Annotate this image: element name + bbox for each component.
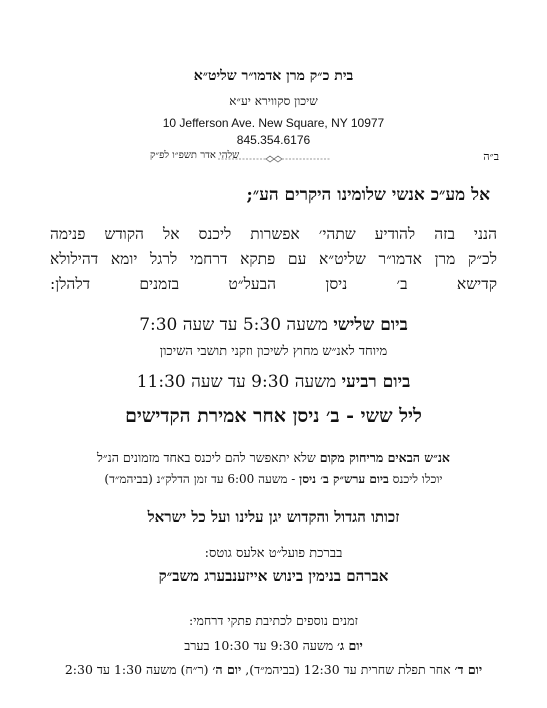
schedule-friday-night: ליל ששי - ב׳ ניסן אחר אמירת הקדישים <box>125 405 422 427</box>
day-label: יום ד׳ <box>454 662 483 677</box>
bh-mark: ב״ה <box>483 150 499 163</box>
intro-line: הנני בזה להודיע שתהי׳ אפשרות ליכנס אל הקודש פנימה <box>50 225 497 243</box>
tuesday-note: מיוחד לאנ״ש מחוץ לשיכון וזקני תושבי השיכון <box>159 344 388 359</box>
letterhead-address: 10 Jefferson Ave. New Square, NY 10977 <box>162 116 385 130</box>
note-erev-shabbos <box>0 472 547 487</box>
tuesday-times: משעה 5:30 עד שעה 7:30 <box>139 315 328 335</box>
schedule-tuesday <box>0 315 547 335</box>
blessing: זכותו הגדול והקדוש יגן עלינו ועל כל ישראל <box>147 508 400 526</box>
day-label: יום ג׳ <box>337 638 363 653</box>
letterhead-title: בית כ״ק מרן אדמו״ר שליט״א <box>193 68 354 84</box>
additional-time-wed-thu <box>0 662 547 678</box>
wednesday-times: משעה 9:30 עד שעה 11:30 <box>136 372 337 392</box>
note-text: יוכלו ליכנס <box>392 472 443 486</box>
additional-times-title: זמנים נוספים לכתיבת פתקי דרחמי: <box>188 613 359 628</box>
intro-paragraph <box>50 222 497 297</box>
wednesday-label: ביום רביעי <box>341 372 411 392</box>
time-text: אחר תפלת שחרית עד 12:30 (בביהמ״ד), <box>245 662 451 677</box>
note-bold: אנ״ש הבאים מריחוק מקום <box>319 450 450 465</box>
letterhead-phone: 845.354.6176 <box>236 133 311 147</box>
note-text: - משעה 6:00 עד זמן הדלק״נ (בביהמ״ד) <box>104 472 296 486</box>
note-bold: ביום ערש״ק ב׳ ניסן <box>299 472 389 486</box>
note-distant-visitors <box>0 450 547 466</box>
time-text: (ר״ח) משעה 1:30 עד 2:30 <box>64 662 209 677</box>
letterhead-subtitle: שיכון סקווירא יע״א <box>229 94 318 108</box>
time-text: משעה 9:30 עד 10:30 בערב <box>184 638 334 653</box>
intro-line: קדישא ב׳ ניסן הבעל״ט בזמנים דלהלן: <box>50 275 497 293</box>
intro-line: לכ״ק מרן אדמו״ר שליט״א עם פתקא דרחמי לרגל יומא דהילולא <box>50 250 497 268</box>
tuesday-label: ביום שלישי <box>333 315 408 335</box>
day-label: יום ה׳ <box>212 662 242 677</box>
note-text: שלא יתאפשר להם ליכנס באחד מזמונים הנ״ל <box>97 450 316 465</box>
schedule-wednesday <box>0 372 547 392</box>
additional-time-tuesday <box>0 638 547 654</box>
signoff-line: בברכת פועל״ט אלעס גוטס: <box>204 546 343 561</box>
signature-name: אברהם בנימין בינוש אייזענבערג משב״ק <box>158 567 389 585</box>
greeting: אל מע״כ אנשי שלומינו היקרים הע״; <box>246 185 490 205</box>
letter-date: שלהי אדר תשפ״ו לפ״ק <box>150 150 240 161</box>
